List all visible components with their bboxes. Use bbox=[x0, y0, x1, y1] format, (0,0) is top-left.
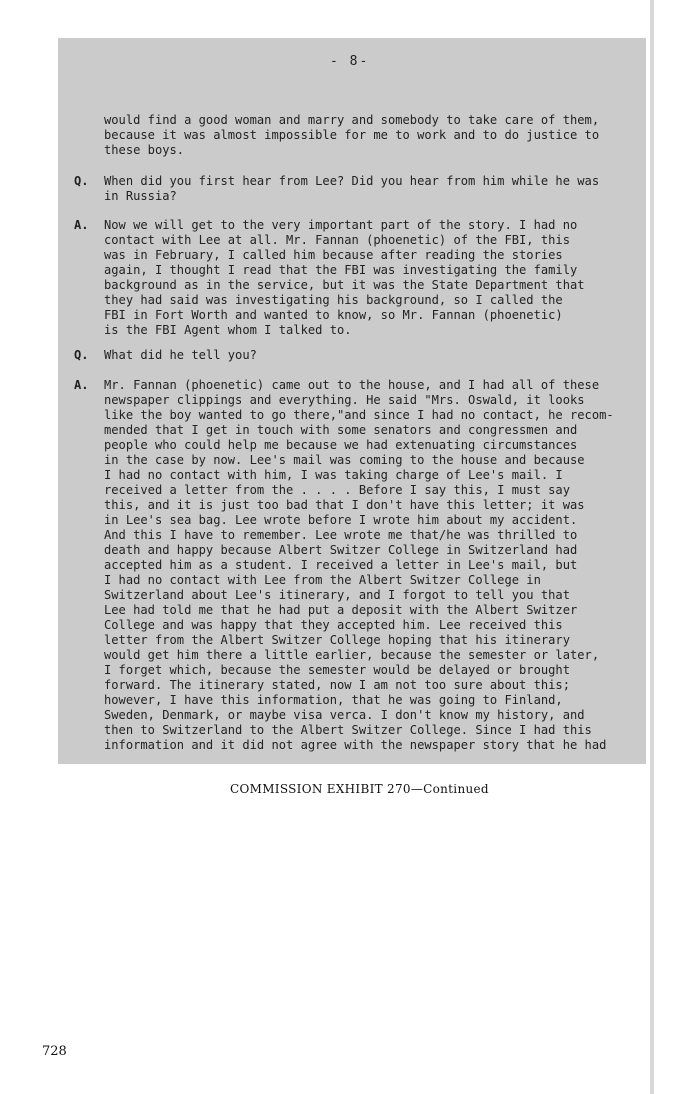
answer-text: Mr. Fannan (phoenetic) came out to the house, and I had all of these newspaper clippings and everything. He said "Mrs. Oswald, it looks like the boy wanted to go there,"and since I had no contact, he recom- mended that I get in touch with some senators and congressmen and people who could help me because we had extenuating circumstances in the case by now. Lee's mail was coming to the house and because I had no contact with him, I was taking charge of Lee's mail. I received a letter from the . . . . Before I say this, I must say this, and it is just too bad that I don't have this letter; it was in Lee's sea bag. Lee wrote before I wrote him about my accident. And this I have to remember. Lee wrote me that/he was thrilled to death and happy because Albert Switzer College in Switzerland had accepted him as a student. I received a letter in Lee's mail, but I had no contact with Lee from the Albert Switzer College in Switzerland about Lee's itinerary, and I forgot to tell you that Lee had told me that he had put a deposit with the Albert Switzer College and was happy that they accepted him. Lee received this letter from the Albert Switzer College hoping that his itinerary would get him there a little earlier, because the semester or later, I forget which, because the semester would be delayed or brought forward. The itinerary stated, now I am not too sure about this; however, I have this information, that he was going to Finland, Sweden, Denmark, or maybe visa verca. I don't know my history, and then to Switzerland to the Albert Switzer College. Since I had this information and it did not agree with the newspaper story that he had bbox=[104, 378, 614, 752]
intro-paragraph: would find a good woman and marry and somebody to take care of them, because it was almost impossible for me to work and to do justice to these boys. bbox=[104, 113, 600, 157]
page-number: - 8- bbox=[330, 54, 370, 69]
page-edge bbox=[650, 0, 654, 1094]
answer-marker: A. bbox=[74, 378, 89, 392]
exhibit-caption: COMMISSION EXHIBIT 270—Continued bbox=[230, 782, 489, 796]
footer-page-number: 728 bbox=[42, 1044, 67, 1059]
question-marker: Q. bbox=[74, 174, 89, 188]
answer-text: Now we will get to the very important part of the story. I had no contact with Lee at all. Mr. Fannan (phoenetic) of the FBI, this was in February, I called him because after reading the stories again, I thought I read that the FBI was investigating the family background as in the service, but it was the State Department that they had said was investigating his background, so I called the FBI in Fort Worth and wanted to know, so Mr. Fannan (phoenetic) is the FBI Agent whom I talked to. bbox=[104, 218, 585, 337]
question-text: What did he tell you? bbox=[104, 348, 257, 362]
question-marker: Q. bbox=[74, 348, 89, 362]
answer-marker: A. bbox=[74, 218, 89, 232]
question-text: When did you first hear from Lee? Did you hear from him while he was in Russia? bbox=[104, 174, 600, 203]
